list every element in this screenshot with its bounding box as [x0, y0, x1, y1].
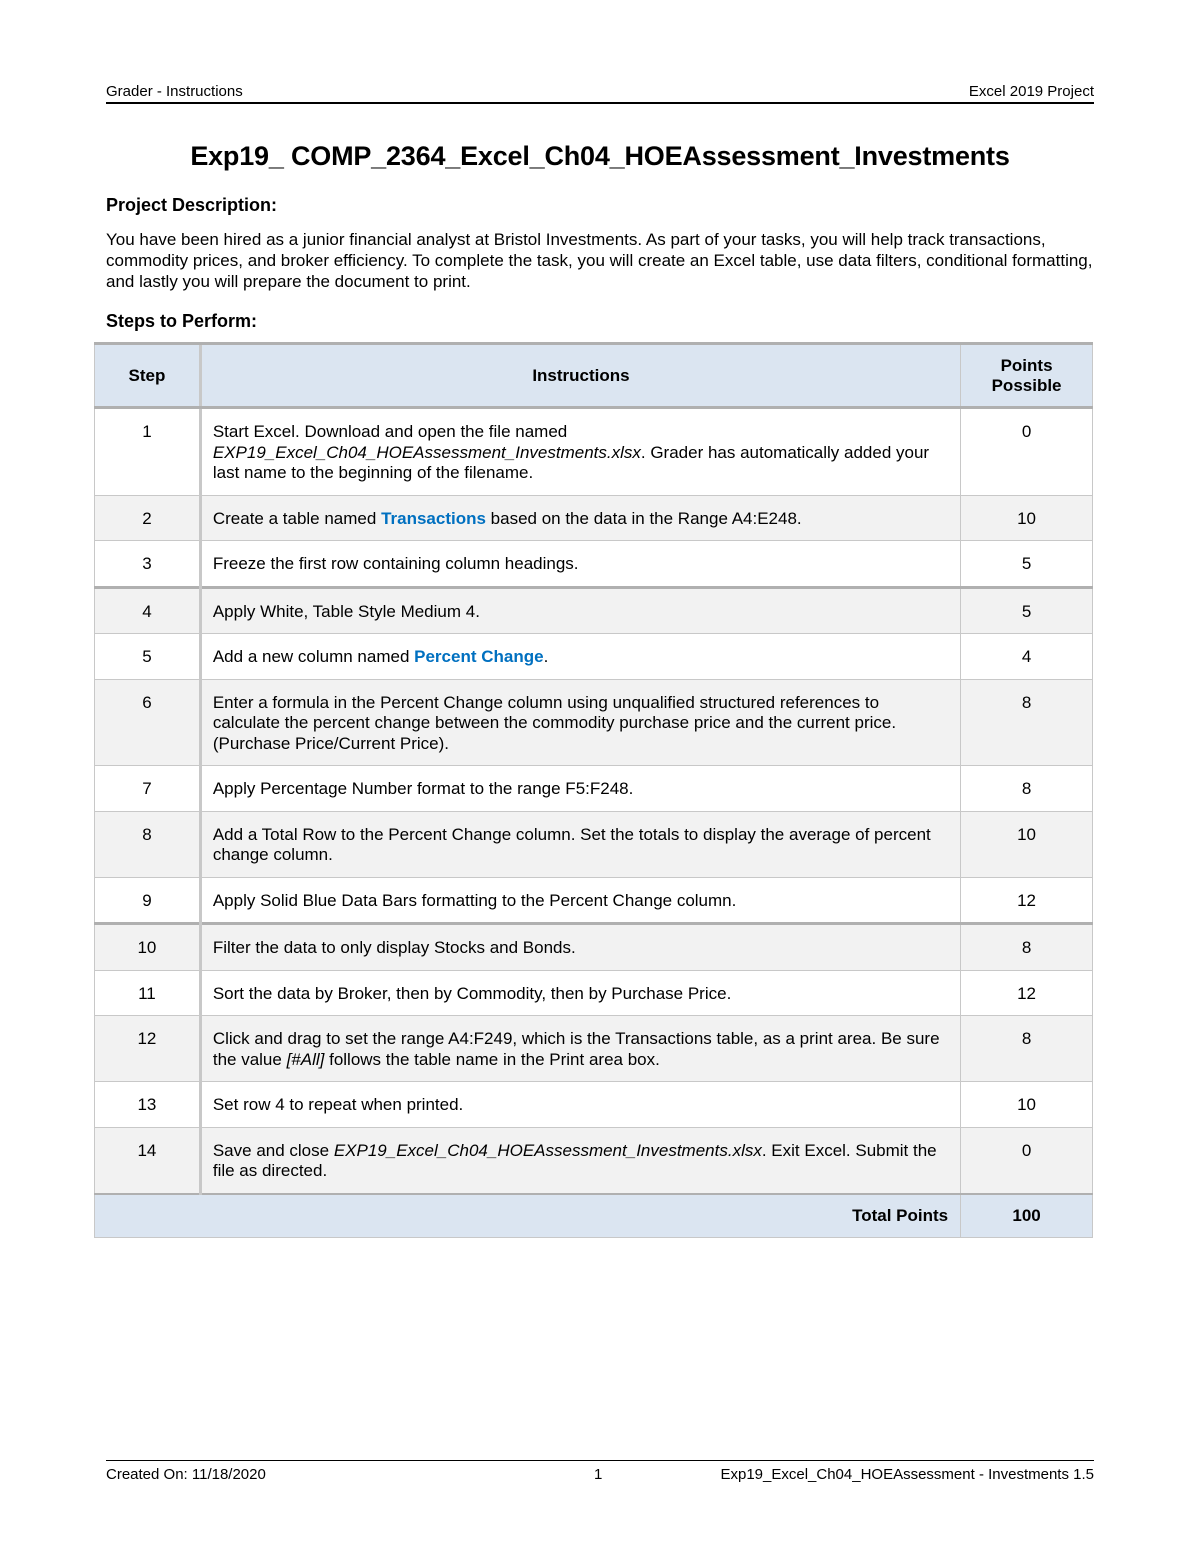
page-header	[106, 82, 1094, 104]
footer-created-on: Created On: 11/18/2020	[106, 1466, 266, 1483]
table-row	[95, 1127, 1093, 1194]
table-row	[95, 970, 1093, 1016]
italic-text: EXP19_Excel_Ch04_HOEAssessment_Investments.xlsx	[212, 442, 641, 462]
step-points: 8	[961, 766, 1093, 812]
step-instructions	[200, 811, 960, 877]
step-instructions	[200, 634, 960, 680]
project-description: You have been hired as a junior financial analyst at Bristol Investments. As part of your tasks, you will help track transactions, commodity prices, and broker efficiency. To complete the task, you will create an Excel table, use data filters, conditional formatting, and lastly you will prepare the document to print.	[106, 230, 1093, 291]
step-number: 4	[95, 587, 201, 634]
step-points: 12	[961, 877, 1093, 924]
instruction-text: .	[543, 647, 549, 666]
step-number: 7	[95, 766, 201, 812]
steps-table-header-row	[95, 344, 1093, 408]
step-points: 8	[961, 924, 1093, 971]
step-number: 14	[95, 1127, 201, 1194]
instruction-text: Click and drag to set the range A4:F249, which is the Transactions table, as a print area. Be sure the value	[212, 1029, 940, 1069]
table-row	[95, 587, 1093, 634]
step-instructions	[200, 877, 960, 924]
step-instructions	[200, 970, 960, 1016]
step-number: 11	[95, 970, 201, 1016]
page-footer	[106, 1460, 1094, 1486]
step-number: 1	[95, 408, 201, 496]
header-step: Step	[95, 344, 201, 408]
step-instructions	[200, 924, 960, 971]
total-label: Total Points	[95, 1194, 961, 1238]
header-points-line1: Points	[1000, 355, 1053, 375]
step-number: 5	[95, 634, 201, 680]
step-points: 5	[961, 541, 1093, 588]
table-row	[95, 1082, 1093, 1128]
step-instructions	[200, 541, 960, 588]
project-description-heading: Project Description:	[106, 195, 278, 215]
instruction-text: . Exit Excel. Submit the file as directed.	[212, 1140, 937, 1180]
total-value: 100	[961, 1194, 1093, 1238]
table-row	[95, 679, 1093, 766]
header-instructions: Instructions	[200, 344, 960, 408]
table-row	[95, 541, 1093, 588]
instruction-text: Set row 4 to repeat when printed.	[212, 1095, 464, 1114]
instruction-text: follows the table name in the Print area box.	[324, 1049, 660, 1069]
step-number: 6	[95, 679, 201, 766]
document-title: Exp19_ COMP_2364_Excel_Ch04_HOEAssessment_Investments	[190, 141, 1010, 171]
italic-text: [#All]	[286, 1049, 325, 1069]
step-points: 5	[961, 587, 1093, 634]
step-number: 10	[95, 924, 201, 971]
header-right: Excel 2019 Project	[968, 83, 1094, 100]
instruction-text: Filter the data to only display Stocks and Bonds.	[212, 938, 576, 957]
header-points-line2: Possible	[991, 375, 1062, 395]
step-number: 2	[95, 495, 201, 541]
instruction-text: Create a table named	[212, 508, 382, 528]
step-instructions	[200, 495, 960, 541]
step-points: 4	[961, 634, 1093, 680]
step-points: 10	[961, 811, 1093, 877]
instruction-text: Add a Total Row to the Percent Change column. Set the totals to display the average of percent change column.	[212, 824, 931, 864]
steps-table-body	[95, 408, 1093, 1194]
instruction-text: Apply White, Table Style Medium 4.	[212, 601, 480, 621]
instruction-text: Start Excel. Download and open the file named	[212, 422, 568, 441]
step-points: 8	[961, 1016, 1093, 1082]
instruction-text: Add a new column named	[212, 647, 415, 666]
total-row	[95, 1194, 1093, 1238]
step-points: 10	[961, 1082, 1093, 1128]
step-instructions	[200, 1016, 960, 1082]
table-row	[95, 408, 1093, 496]
step-instructions	[200, 766, 960, 812]
step-number: 3	[95, 541, 201, 588]
footer-document-id: Exp19_Excel_Ch04_HOEAssessment - Investments 1.5	[720, 1466, 1094, 1483]
instruction-text: Apply Percentage Number format to the range F5:F248.	[212, 779, 634, 798]
step-number: 9	[95, 877, 201, 924]
instruction-text: Freeze the first row containing column headings.	[212, 554, 579, 573]
table-row	[95, 634, 1093, 680]
table-row	[95, 811, 1093, 877]
header-points	[961, 344, 1093, 408]
step-instructions	[200, 679, 960, 766]
table-row	[95, 1016, 1093, 1082]
instruction-text: Apply Solid Blue Data Bars formatting to the Percent Change column.	[212, 890, 737, 910]
step-points: 0	[961, 408, 1093, 496]
step-number: 8	[95, 811, 201, 877]
step-points: 0	[961, 1127, 1093, 1194]
step-points: 12	[961, 970, 1093, 1016]
highlighted-term: Percent Change	[414, 647, 544, 666]
table-row	[95, 877, 1093, 924]
step-instructions	[200, 587, 960, 634]
table-row	[95, 924, 1093, 971]
footer-page-number: 1	[594, 1466, 603, 1483]
instruction-text: Save and close	[212, 1140, 334, 1160]
instruction-text: Sort the data by Broker, then by Commodity, then by Purchase Price.	[212, 983, 732, 1003]
table-row	[95, 495, 1093, 541]
header-left: Grader - Instructions	[106, 83, 243, 100]
step-points: 10	[961, 495, 1093, 541]
instruction-text: based on the data in the Range A4:E248.	[485, 508, 802, 528]
instruction-text: Enter a formula in the Percent Change column using unqualified structured references to calculate the percent change between the commodity purchase price and the current price. (Purchase Price/Current Price).	[212, 692, 897, 753]
instruction-text: . Grader has automatically added your last name to the beginning of the filename.	[212, 442, 930, 482]
step-instructions	[200, 1127, 960, 1194]
italic-text: EXP19_Excel_Ch04_HOEAssessment_Investments.xlsx	[333, 1140, 762, 1160]
highlighted-term: Transactions	[381, 508, 486, 528]
step-instructions	[200, 1082, 960, 1128]
step-number: 12	[95, 1016, 201, 1082]
table-row	[95, 766, 1093, 812]
step-instructions	[200, 408, 960, 496]
steps-heading: Steps to Perform:	[106, 311, 258, 331]
step-number: 13	[95, 1082, 201, 1128]
step-points: 8	[961, 679, 1093, 766]
steps-table	[94, 342, 1093, 1238]
